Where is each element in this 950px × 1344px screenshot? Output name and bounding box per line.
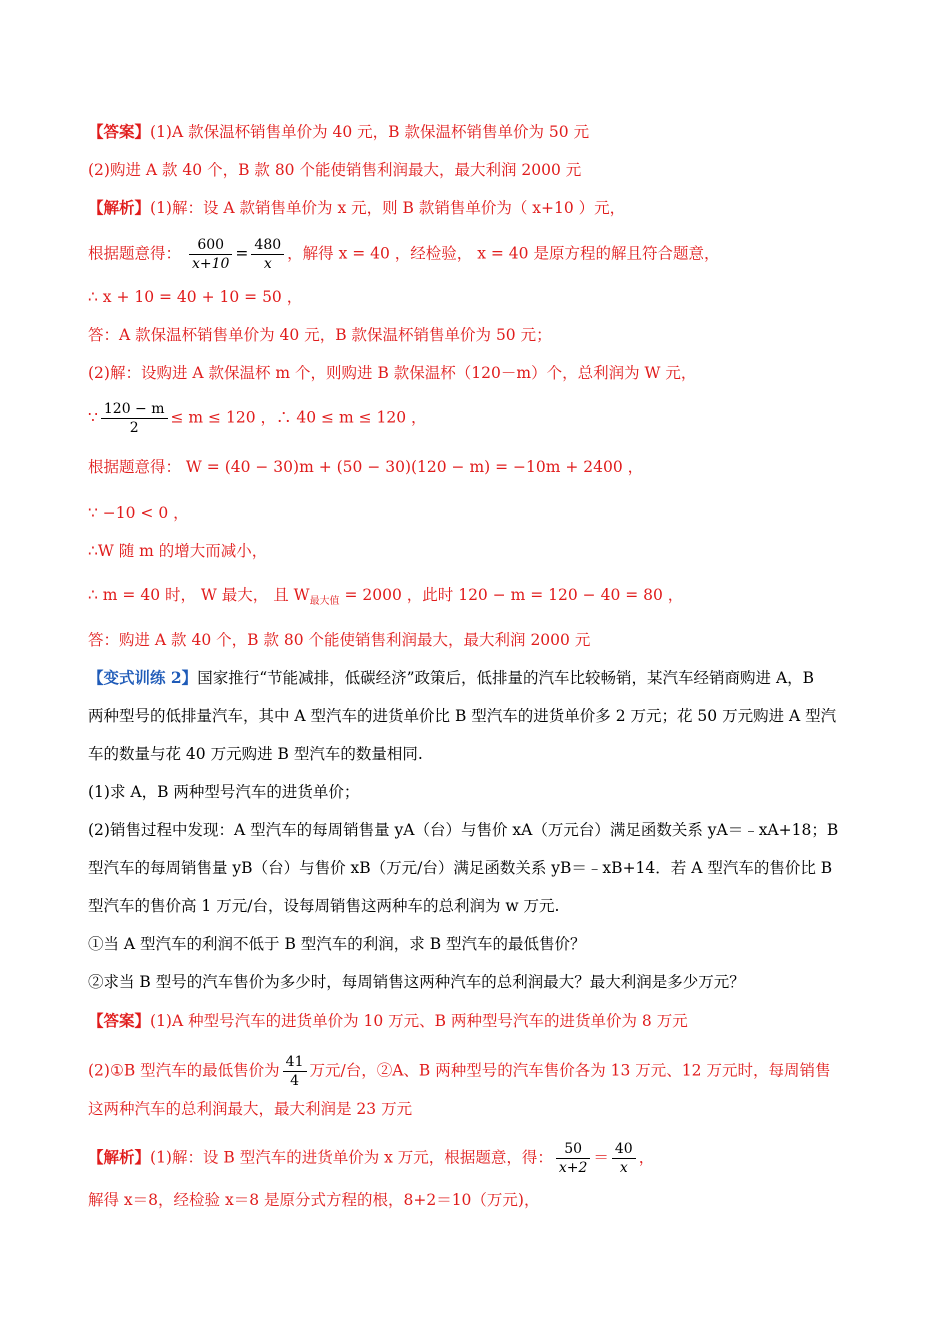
answer1-line2: (2)购进 A 款 40 个，B 款 80 个能使销售利润最大，最大利润 2000 元 <box>88 161 582 179</box>
analysis1-line2: 根据题意得： $\frac{600}{x+10}$ = $\frac{480}{x}$ ，解得 x = 40 ，经检验， x = 40 是原方程的解且符合题意， <box>88 237 720 272</box>
fraction: $\frac{40}{x}$ <box>612 1140 636 1177</box>
analysis1-line5: (2)解：设购进 A 款保温杯 m 个，则购进 B 款保温杯（120－m）个，总利润为 W 元， <box>88 364 697 382</box>
analysis-tag: 【解析】 <box>88 198 151 217</box>
answer1-line1: 【答案】(1)A 款保温杯销售单价为 40 元，B 款保温杯销售单价为 50 元 <box>88 122 590 141</box>
question1: (1)求 A，B 两种型号汽车的进货单价； <box>88 783 360 801</box>
answer2-line1: 【答案】(1)A 种型号汽车的进货单价为 10 万元、B 两种型号汽车的进货单价为 8 万元 <box>88 1011 688 1030</box>
analysis1-line11: 答：购进 A 款 40 个，B 款 80 个能使销售利润最大，最大利润 2000 元 <box>88 631 591 649</box>
analysis2-line2: 解得 x＝8，经检验 x＝8 是原分式方程的根，8+2＝10（万元)， <box>88 1191 540 1209</box>
variant-tag: 【变式训练 2】 <box>88 668 198 687</box>
analysis1-line4: 答：A 款保温杯销售单价为 40 元，B 款保温杯销售单价为 50 元； <box>88 326 552 344</box>
analysis1-line7: 根据题意得： W = (40 − 30)m + (50 − 30)(120 − m) = −10m + 2400 ， <box>88 458 644 476</box>
variant2-line3: 车的数量与花 40 万元购进 B 型汽车的数量相同. <box>88 745 423 763</box>
question2-sub2: ②求当 B 型号的汽车售价为多少时，每周销售这两种汽车的总利润最大？最大利润是多少万元？ <box>88 973 745 991</box>
fraction: $\frac{41}{4}$ <box>283 1053 307 1090</box>
fraction: $\frac{50}{x+2}$ <box>556 1140 591 1177</box>
question2-sub1: ①当 A 型汽车的利润不低于 B 型汽车的利润，求 B 型汽车的最低售价？ <box>88 935 586 953</box>
analysis1-line6: ∵ $\frac{120 - m}{2}$ ≤ m ≤ 120 ，∴ 40 ≤ m ≤ 120 ， <box>88 401 427 436</box>
answer-tag: 【答案】 <box>88 122 151 141</box>
answer-tag: 【答案】 <box>88 1011 151 1030</box>
fraction: $\frac{480}{x}$ <box>251 236 284 273</box>
analysis1-line8: ∵ −10 < 0 ， <box>88 504 189 522</box>
analysis1-line3: ∴ x + 10 = 40 + 10 = 50 ， <box>88 288 303 306</box>
variant2-line2: 两种型号的低排量汽车，其中 A 型汽车的进货单价比 B 型汽车的进货单价多 2 万元；花 50 万元购进 A 型汽 <box>88 707 837 725</box>
analysis1-line1: 【解析】(1)解：设 A 款销售单价为 x 元，则 B 款销售单价为（ x+10 ）元， <box>88 198 626 217</box>
answer2-line2: (2)①B 型汽车的最低售价为 $\frac{41}{4}$ 万元/台，②A、B 两种型号的汽车售价各为 13 万元、12 万元时，每周销售 <box>88 1054 831 1089</box>
question2-line2: 型汽车的每周销售量 yB（台）与售价 xB（万元/台）满足函数关系 yB＝﹣xB+14．若 A 型汽车的售价比 B <box>88 859 833 877</box>
variant2-line1: 【变式训练 2】国家推行“节能减排，低碳经济”政策后，低排量的汽车比较畅销，某汽车经销商购进 A，B <box>88 668 815 687</box>
analysis1-line9: ∴W 随 m 的增大而减小， <box>88 542 268 560</box>
question2-line1: (2)销售过程中发现：A 型汽车的每周销售量 yA（台）与售价 xA（万元台）满足函数关系 yA＝﹣xA+18；B <box>88 821 839 839</box>
fraction: $\frac{120 - m}{2}$ <box>101 400 168 437</box>
analysis1-line10: ∴ m = 40 时， W 最大， 且 $W_{最大值} = 2000$ ，此时 120 − m = 120 − 40 = 80 ， <box>88 586 684 608</box>
question2-line3: 型汽车的售价高 1 万元/台，设每周销售这两种车的总利润为 w 万元. <box>88 897 560 915</box>
fraction: $\frac{600}{x+10}$ <box>189 236 232 273</box>
analysis-tag: 【解析】 <box>88 1147 151 1167</box>
analysis2-line1: 【解析】(1)解：设 B 型汽车的进货单价为 x 万元，根据题意，得： $\frac{50}{x+2}$ ＝ $\frac{40}{x}$ ， <box>88 1141 655 1176</box>
answer2-line3: 这两种汽车的总利润最大，最大利润是 23 万元 <box>88 1100 413 1118</box>
